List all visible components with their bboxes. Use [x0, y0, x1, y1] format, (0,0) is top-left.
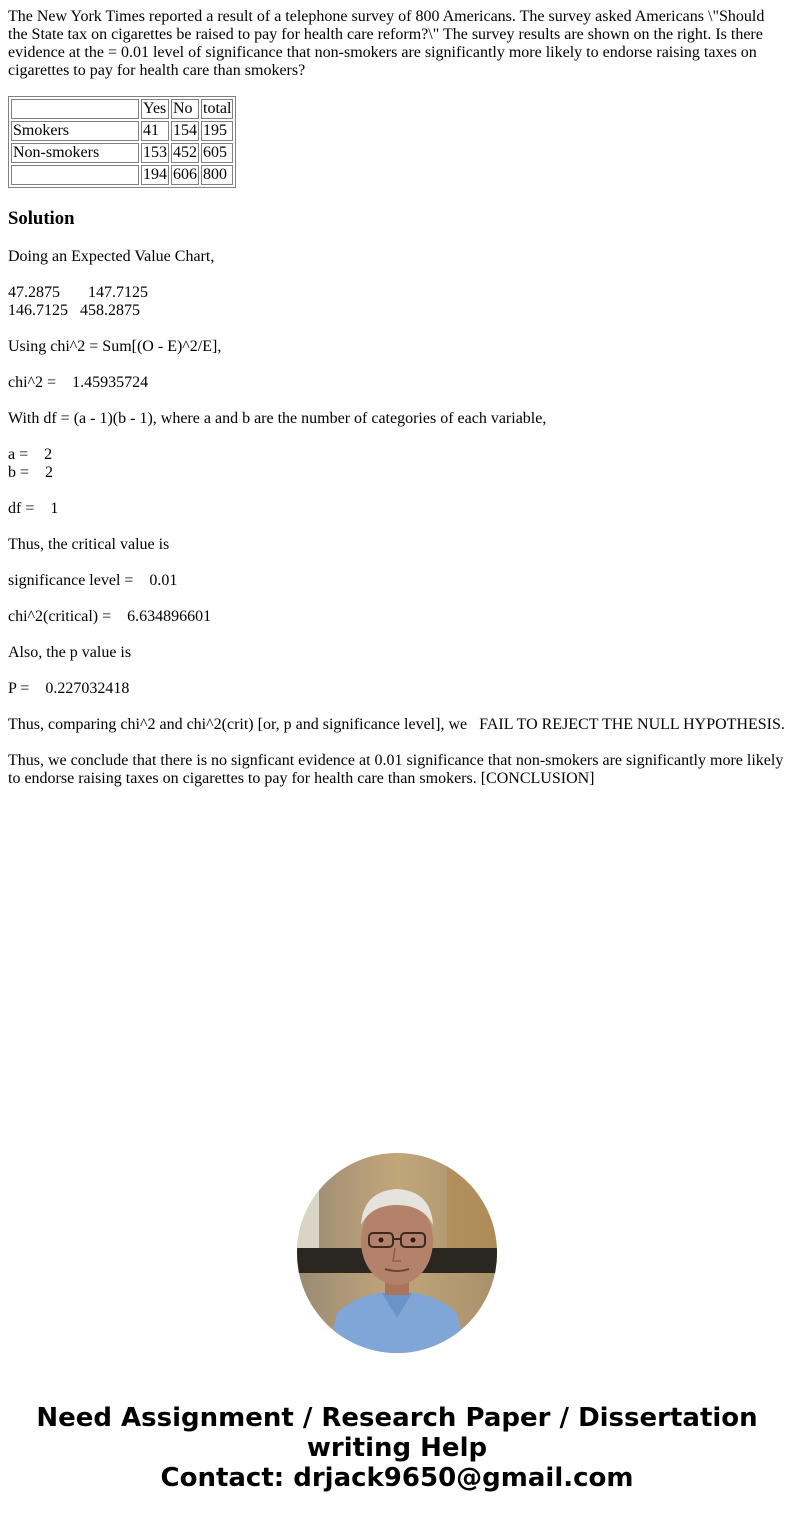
a-value: a = 2 — [8, 446, 53, 463]
table-cell: 195 — [201, 121, 233, 141]
table-cell: 153 — [143, 144, 167, 161]
critical-intro: Thus, the critical value is — [8, 536, 170, 553]
table-cell: 452 — [173, 144, 197, 161]
table-header-cell: Yes — [141, 99, 169, 119]
df-explanation: With df = (a - 1)(b - 1), where a and b are the number of categories of each variable, — [8, 410, 547, 427]
banner-line: Need Assignment / Research Paper / Dissertation — [36, 1403, 758, 1433]
expected-row: 146.7125 458.2875 — [8, 302, 140, 319]
solution-heading: Solution — [8, 208, 75, 229]
table-cell — [11, 165, 139, 185]
table-header-cell: No — [171, 99, 199, 119]
df-value: df = 1 — [8, 500, 59, 517]
question-text: The New York Times reported a result of a telephone survey of 800 Americans. The survey asked Americans \"Should the State tax on cigarettes be raised to pay for health care reform?\" The survey results are shown on the right. Is there evidence at the = 0.01 level of significance that non-smokers are significantly more likely to endorse raising taxes on cigarettes to pay for health care than smokers? — [8, 8, 769, 79]
survey-table — [8, 96, 236, 188]
banner-line: writing Help — [306, 1433, 488, 1463]
document-content — [8, 8, 786, 806]
conclusion-text: Thus, we conclude that there is no signficant evidence at 0.01 significance that non-smokers are significantly more likely to endorse raising taxes on cigarettes to pay for health care than smokers. [CONCLUSION] — [8, 752, 788, 787]
expected-row: 47.2875 147.7125 — [8, 284, 148, 301]
table-cell: 41 — [141, 121, 169, 141]
p-value: P = 0.227032418 — [8, 680, 130, 697]
table-cell: 154 — [173, 122, 197, 139]
banner-contact: Contact: drjack9650@gmail.com — [160, 1463, 634, 1493]
table-cell: 606 — [173, 166, 197, 183]
table-row — [11, 165, 233, 185]
portrait-illustration — [297, 1153, 497, 1353]
table-row — [11, 143, 233, 163]
table-cell: 194 — [143, 166, 167, 183]
table-cell: 605 — [201, 143, 233, 163]
decision-text: Thus, comparing chi^2 and chi^2(crit) [or, p and significance level], we FAIL TO REJECT THE NULL HYPOTHESIS. — [8, 716, 785, 733]
p-value-intro: Also, the p value is — [8, 644, 132, 661]
table-row — [11, 121, 233, 141]
expected-values-block — [8, 284, 786, 320]
expected-intro: Doing an Expected Value Chart, — [8, 248, 215, 265]
significance-level: significance level = 0.01 — [8, 572, 178, 589]
table-header-cell: total — [203, 100, 232, 117]
author-photo — [297, 1153, 497, 1353]
table-cell: Smokers — [11, 121, 139, 141]
critical-value: chi^2(critical) = 6.634896601 — [8, 608, 212, 625]
chi-square-value: chi^2 = 1.45935724 — [8, 374, 149, 391]
chi-square-formula: Using chi^2 = Sum[(O - E)^2/E], — [8, 338, 222, 355]
category-counts-block — [8, 446, 786, 482]
table-cell: 800 — [201, 165, 233, 185]
b-value: b = 2 — [8, 464, 54, 481]
table-header-row — [11, 99, 233, 119]
table-cell: Non-smokers — [11, 143, 139, 163]
table-header-cell — [11, 99, 139, 119]
promo-banner — [0, 1403, 794, 1493]
